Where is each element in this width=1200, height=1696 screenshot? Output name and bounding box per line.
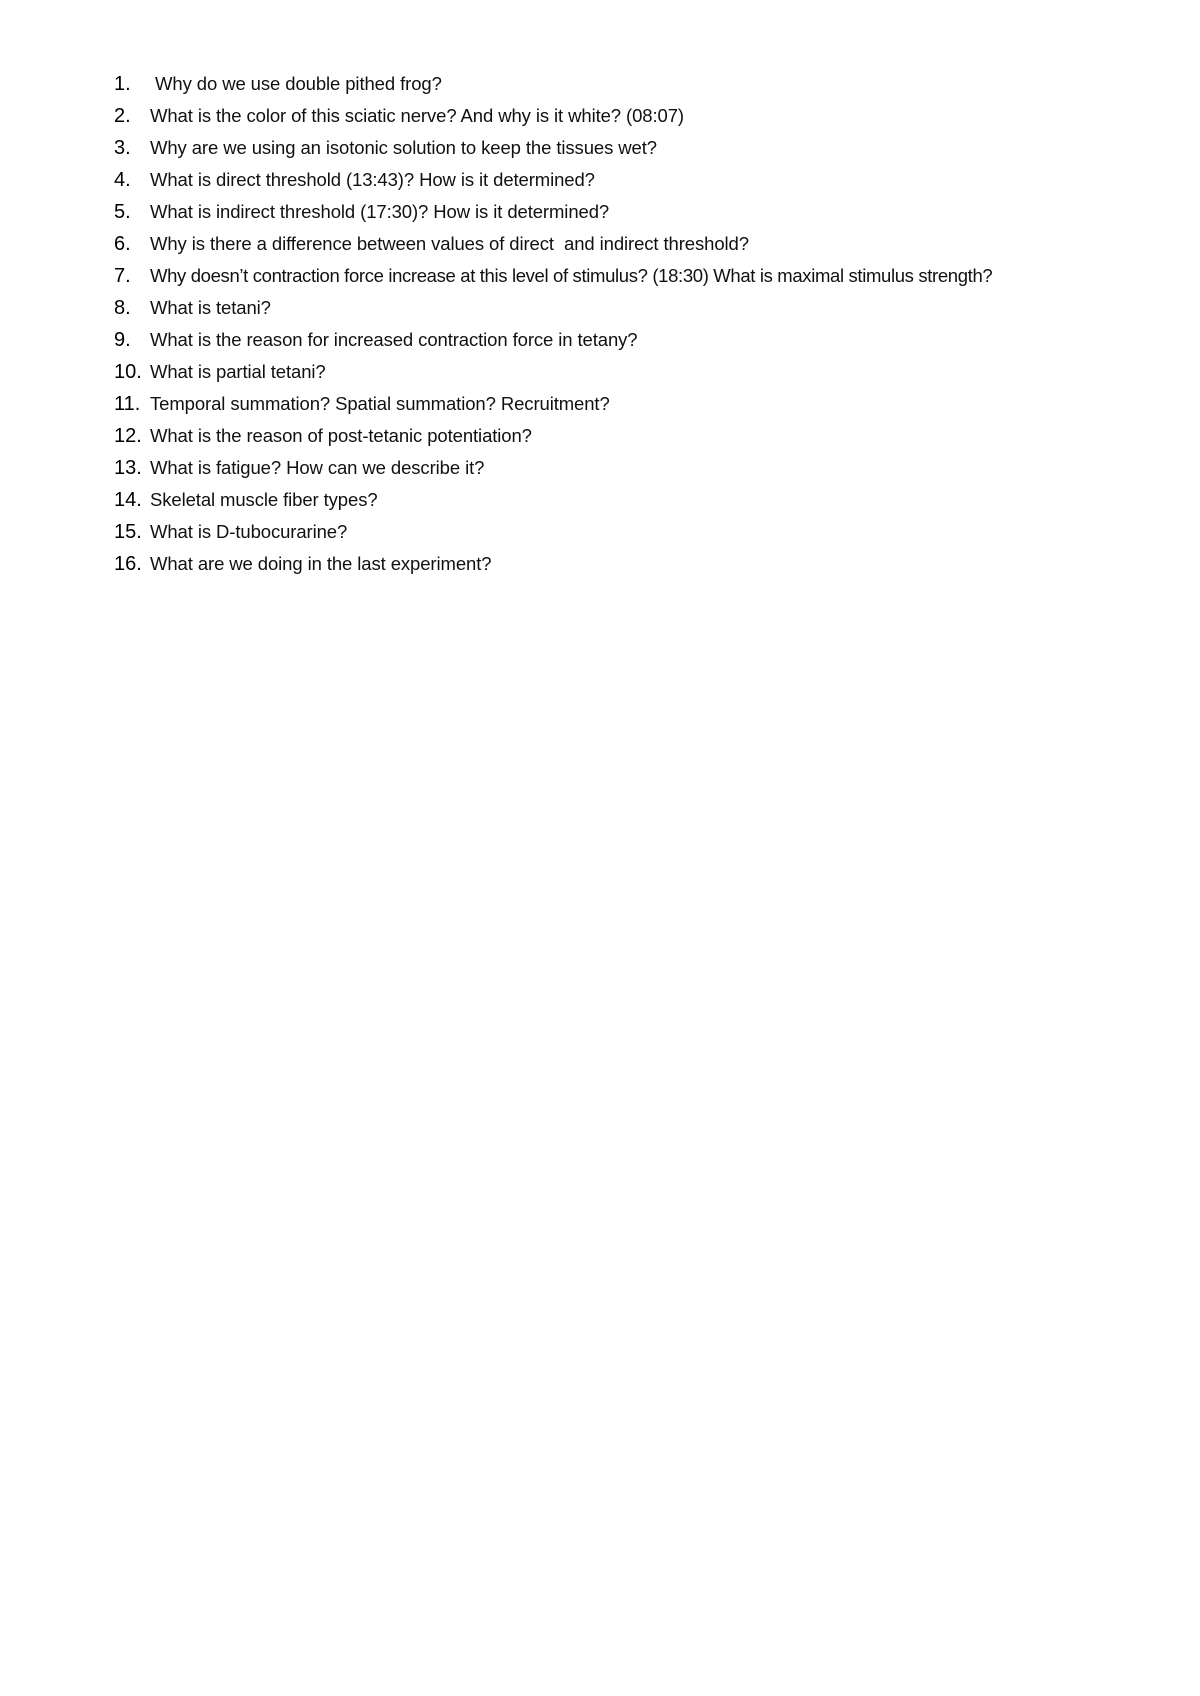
question-item-13	[114, 457, 1174, 489]
question-text: What is tetani?	[150, 297, 271, 318]
question-text: What is the reason for increased contraction force in tetany?	[150, 329, 638, 350]
question-number: 9.	[114, 329, 131, 351]
question-text: Why is there a difference between values of direct and indirect threshold?	[150, 233, 749, 254]
question-item-12	[114, 425, 1174, 457]
question-item-4	[114, 169, 1174, 201]
question-text: What is direct threshold (13:43)? How is it determined?	[150, 169, 595, 190]
question-text: Skeletal muscle fiber types?	[150, 489, 378, 510]
question-text: Temporal summation? Spatial summation? Recruitment?	[150, 393, 610, 414]
question-number: 3.	[114, 137, 131, 159]
question-text: What are we doing in the last experiment?	[150, 553, 492, 574]
question-list	[114, 73, 1174, 585]
question-item-14	[114, 489, 1174, 521]
question-number: 7.	[114, 265, 131, 287]
question-item-16	[114, 553, 1174, 585]
question-text: What is the color of this sciatic nerve? And why is it white? (08:07)	[150, 105, 684, 126]
question-text: Why are we using an isotonic solution to keep the tissues wet?	[150, 137, 657, 158]
question-item-8	[114, 297, 1174, 329]
question-number: 15.	[114, 521, 142, 543]
question-number: 2.	[114, 105, 131, 127]
question-item-7	[114, 265, 1174, 297]
question-number: 13.	[114, 457, 142, 479]
question-number: 1.	[114, 73, 131, 95]
question-number: 6.	[114, 233, 131, 255]
question-text: What is indirect threshold (17:30)? How is it determined?	[150, 201, 610, 222]
question-text: What is D-tubocurarine?	[150, 521, 348, 542]
question-text: Why do we use double pithed frog?	[150, 73, 442, 94]
question-item-9	[114, 329, 1174, 361]
question-item-6	[114, 233, 1174, 265]
question-item-1	[114, 73, 1174, 105]
question-number: 12.	[114, 425, 142, 447]
question-number: 16.	[114, 553, 142, 575]
question-text: What is the reason of post-tetanic potentiation?	[150, 425, 532, 446]
question-text: What is partial tetani?	[150, 361, 326, 382]
question-number: 10.	[114, 361, 142, 383]
question-number: 8.	[114, 297, 131, 319]
question-item-2	[114, 105, 1174, 137]
question-text: What is fatigue? How can we describe it?	[150, 457, 485, 478]
question-text: Why doesn’t contraction force increase at this level of stimulus? (18:30) What is maximal stimulus strength?	[150, 265, 993, 286]
question-number: 4.	[114, 169, 131, 191]
question-item-15	[114, 521, 1174, 553]
question-item-10	[114, 361, 1174, 393]
question-item-5	[114, 201, 1174, 233]
question-item-11	[114, 393, 1174, 425]
question-item-3	[114, 137, 1174, 169]
question-number: 14.	[114, 489, 142, 511]
question-number: 5.	[114, 201, 131, 223]
question-number: 11.	[114, 393, 141, 415]
